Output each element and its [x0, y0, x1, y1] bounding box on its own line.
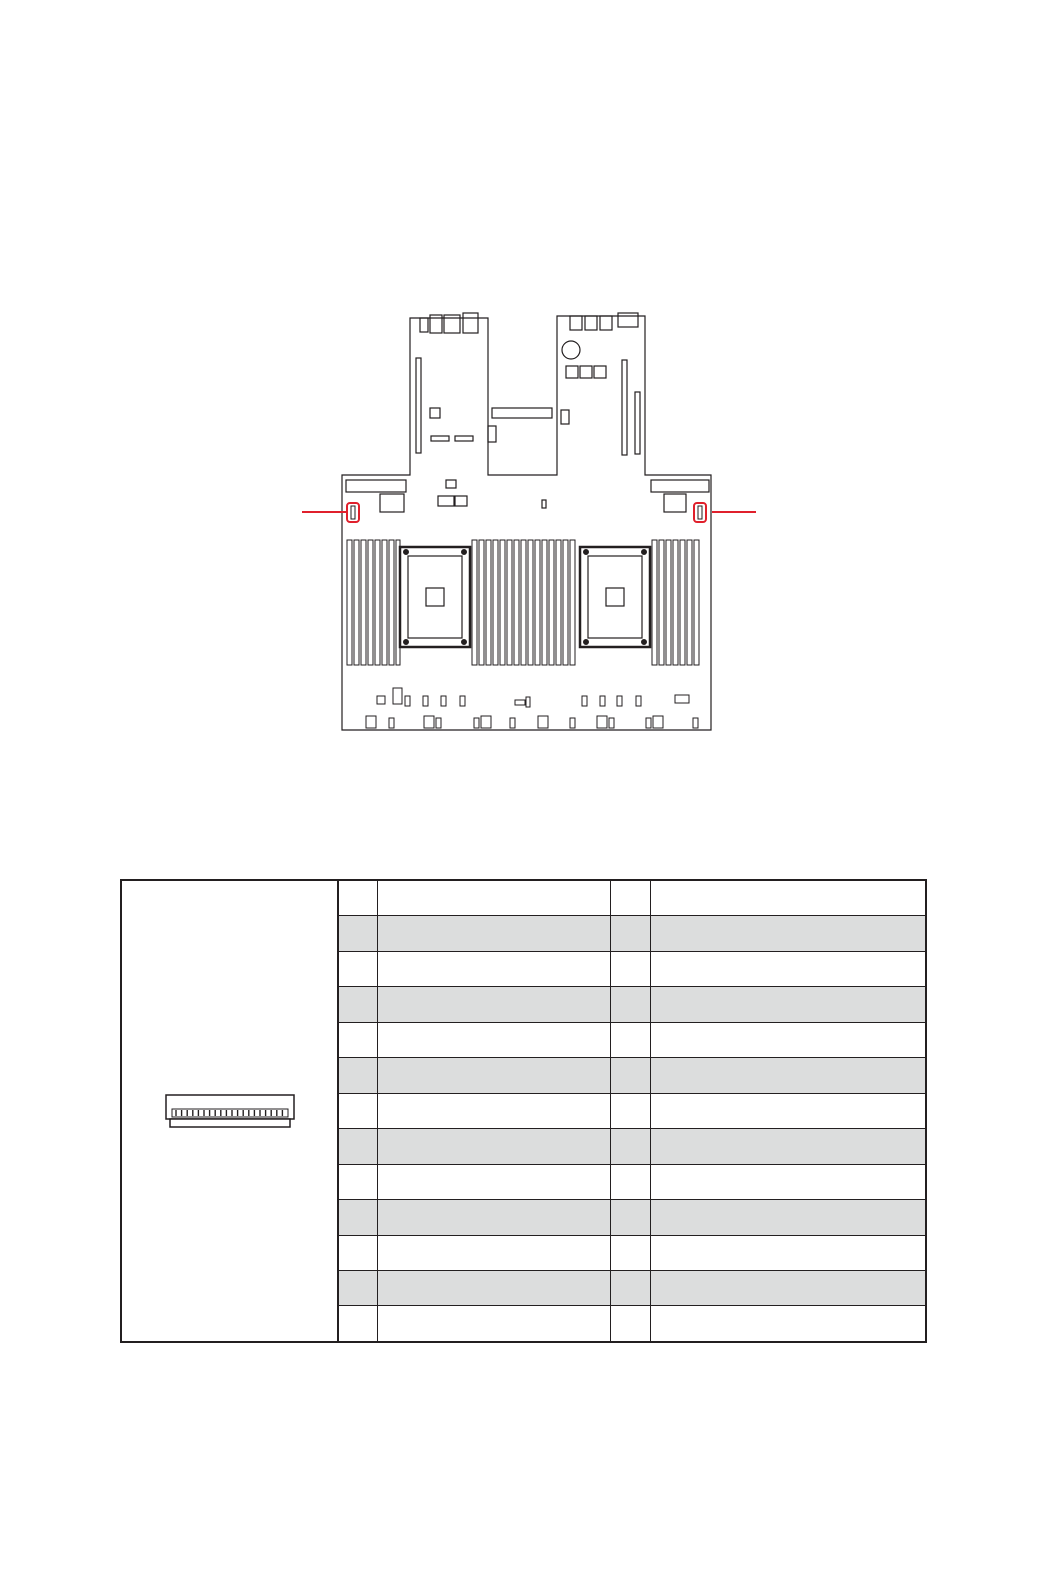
- signal-name-cell: [651, 1306, 927, 1342]
- signal-name-cell: [378, 987, 611, 1022]
- connector-image-cell: [121, 880, 338, 1342]
- cpu-socket-2: [580, 547, 650, 647]
- pin-number-cell: [338, 1235, 378, 1270]
- pin-number-cell: [611, 1022, 651, 1057]
- signal-name-cell: [651, 1129, 927, 1164]
- battery-icon: [562, 341, 580, 359]
- pin-number-cell: [611, 1164, 651, 1199]
- signal-name-cell: [651, 880, 927, 916]
- signal-name-cell: [378, 1200, 611, 1235]
- pin-number-cell: [338, 1093, 378, 1128]
- pin-number-cell: [611, 1306, 651, 1342]
- pin-number-cell: [611, 1270, 651, 1305]
- pin-number-cell: [611, 1129, 651, 1164]
- pin-number-cell: [338, 951, 378, 986]
- signal-name-cell: [651, 1164, 927, 1199]
- signal-name-cell: [651, 916, 927, 951]
- cpu-socket-1: [400, 547, 470, 647]
- dimm-slots-left: [347, 540, 400, 665]
- signal-name-cell: [651, 1093, 927, 1128]
- signal-name-cell: [651, 1270, 927, 1305]
- pin-number-cell: [611, 1093, 651, 1128]
- pin-number-cell: [611, 1235, 651, 1270]
- signal-name-cell: [651, 987, 927, 1022]
- pin-number-cell: [338, 987, 378, 1022]
- pin-number-cell: [338, 1306, 378, 1342]
- pin-number-cell: [338, 1164, 378, 1199]
- pin-definition-table: [120, 879, 927, 1343]
- dimm-slots-middle: [472, 540, 575, 665]
- pin-number-cell: [338, 1022, 378, 1057]
- pin-number-cell: [611, 951, 651, 986]
- pin-number-cell: [611, 916, 651, 951]
- signal-name-cell: [378, 1270, 611, 1305]
- highlight-callouts: [302, 503, 756, 522]
- pin-number-cell: [611, 987, 651, 1022]
- signal-name-cell: [378, 1022, 611, 1057]
- board-outline: [342, 316, 711, 730]
- pin-number-cell: [338, 1200, 378, 1235]
- pin-number-cell: [611, 1058, 651, 1093]
- pin-number-cell: [611, 1200, 651, 1235]
- pin-number-cell: [338, 1270, 378, 1305]
- pin-number-cell: [338, 1129, 378, 1164]
- pin-number-cell: [338, 916, 378, 951]
- signal-name-cell: [378, 916, 611, 951]
- signal-name-cell: [378, 951, 611, 986]
- signal-name-cell: [378, 1164, 611, 1199]
- signal-name-cell: [651, 951, 927, 986]
- signal-name-cell: [378, 1306, 611, 1342]
- signal-name-cell: [378, 1129, 611, 1164]
- pin-number-cell: [611, 880, 651, 916]
- signal-name-cell: [651, 1058, 927, 1093]
- signal-name-cell: [378, 1093, 611, 1128]
- signal-name-cell: [378, 1058, 611, 1093]
- signal-name-cell: [378, 1235, 611, 1270]
- signal-name-cell: [651, 1022, 927, 1057]
- signal-name-cell: [651, 1200, 927, 1235]
- connector-icon: [164, 1091, 296, 1131]
- pin-number-cell: [338, 880, 378, 916]
- table-row: [121, 880, 926, 916]
- signal-name-cell: [651, 1235, 927, 1270]
- dimm-slots-right: [652, 540, 699, 665]
- signal-name-cell: [378, 880, 611, 916]
- pin-number-cell: [338, 1058, 378, 1093]
